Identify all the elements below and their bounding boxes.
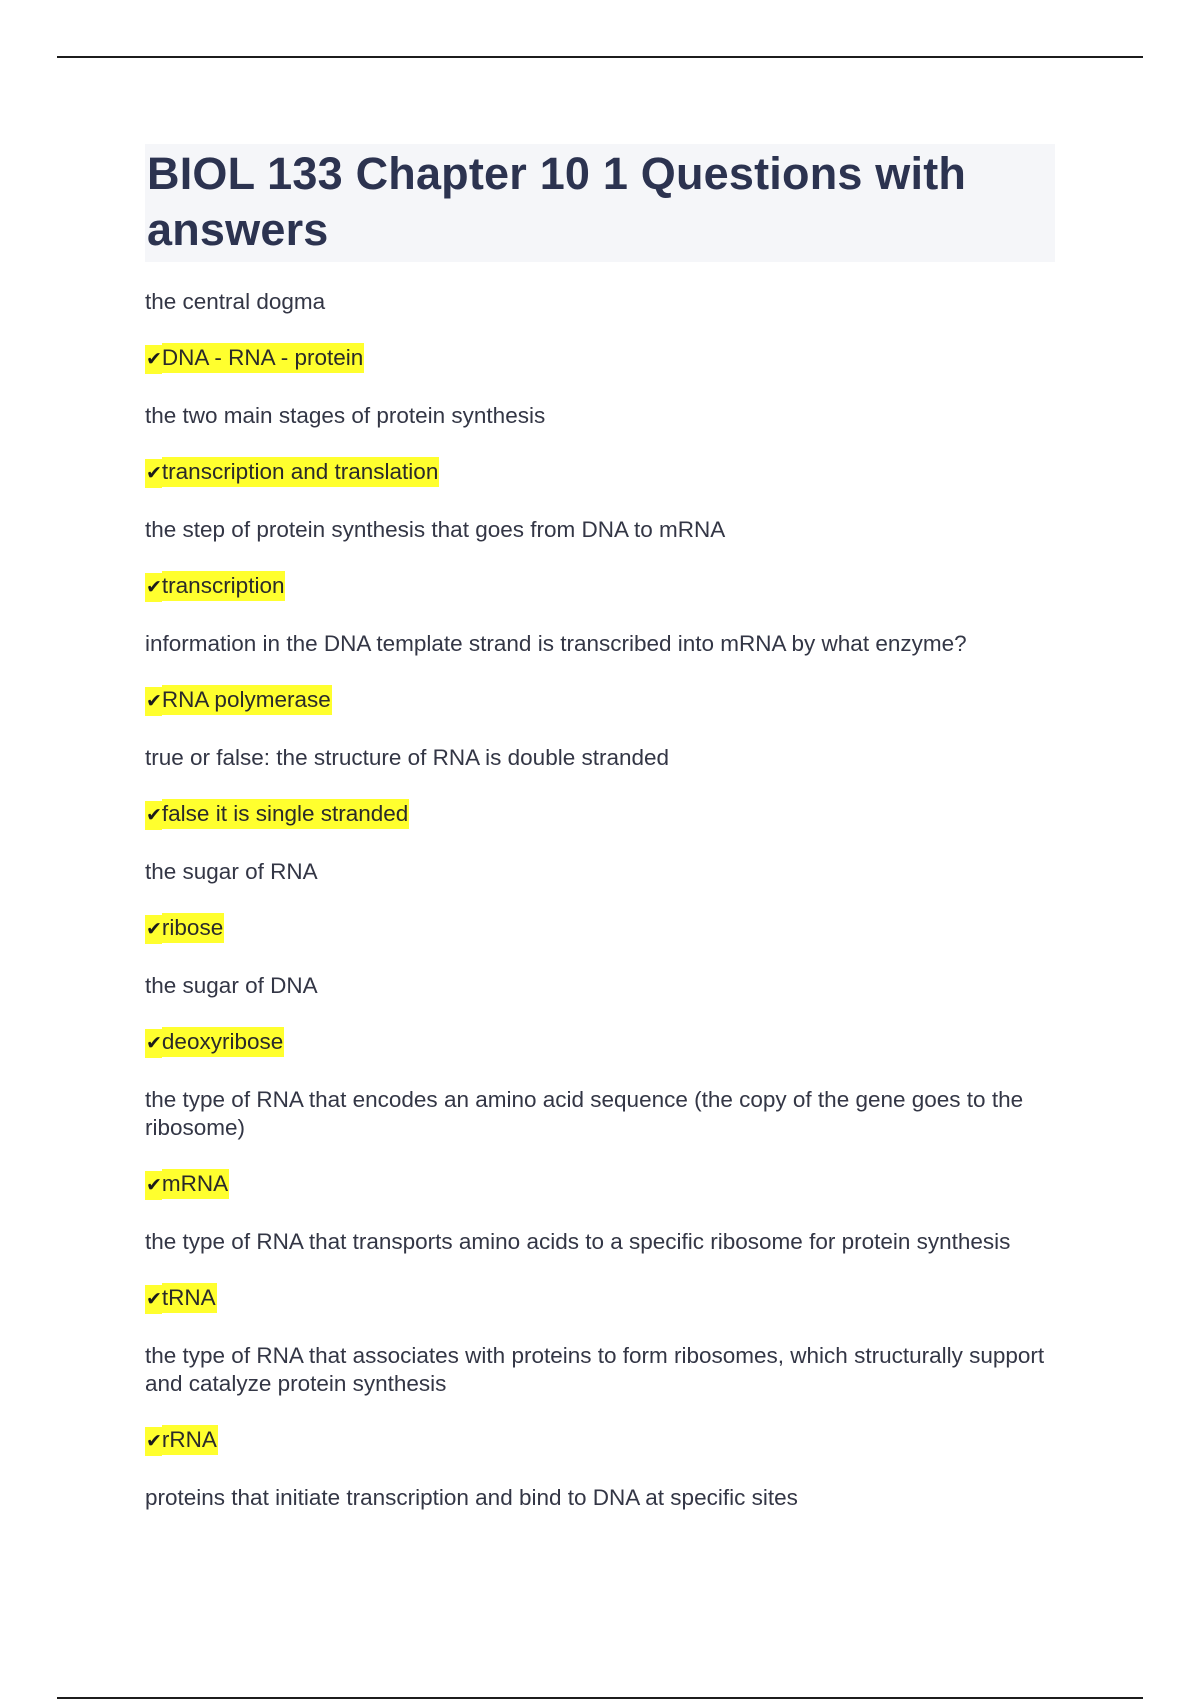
page-title: BIOL 133 Chapter 10 1 Questions with answers: [147, 148, 967, 255]
answer-text: deoxyribose: [162, 1027, 284, 1057]
qa-item: [145, 1086, 1055, 1201]
question-text: the type of RNA that transports amino acids to a specific ribosome for protein synthesis: [145, 1229, 1011, 1254]
answer-text: ribose: [162, 913, 224, 943]
bottom-rule: [57, 1697, 1143, 1699]
answer-row: [145, 1283, 1055, 1315]
qa-item: [145, 402, 1055, 489]
answer-row: [145, 457, 1055, 489]
top-rule: [57, 56, 1143, 58]
answer-text: DNA - RNA - protein: [162, 343, 364, 373]
checkmark-icon: ✔: [145, 1285, 162, 1314]
answer-row: [145, 571, 1055, 603]
checkmark-icon: ✔: [145, 687, 162, 716]
answer-text: transcription and translation: [162, 457, 439, 487]
answer-row: [145, 343, 1055, 375]
checkmark-icon: ✔: [145, 1171, 162, 1200]
qa-item: [145, 1484, 1055, 1512]
checkmark-icon: ✔: [145, 345, 162, 374]
qa-item: [145, 858, 1055, 945]
answer-row: [145, 1425, 1055, 1457]
checkmark-icon: ✔: [145, 573, 162, 602]
question-text: the type of RNA that encodes an amino acid sequence (the copy of the gene goes to the ribosome): [145, 1087, 1024, 1140]
question-text: true or false: the structure of RNA is double stranded: [145, 745, 670, 770]
answer-text: false it is single stranded: [162, 799, 409, 829]
answer-row: [145, 799, 1055, 831]
answer-text: transcription: [162, 571, 286, 601]
question-text: the sugar of RNA: [145, 859, 318, 884]
qa-item: [145, 972, 1055, 1059]
title-block: [145, 144, 1055, 262]
answer-text: RNA polymerase: [162, 685, 332, 715]
question-text: information in the DNA template strand is transcribed into mRNA by what enzyme?: [145, 631, 967, 656]
document-page: [145, 144, 1055, 1539]
question-text: the central dogma: [145, 289, 326, 314]
question-text: the step of protein synthesis that goes from DNA to mRNA: [145, 517, 726, 542]
question-text: proteins that initiate transcription and bind to DNA at specific sites: [145, 1485, 798, 1510]
question-text: the type of RNA that associates with proteins to form ribosomes, which structurally support and catalyze protein synthesis: [145, 1343, 1045, 1396]
answer-text: mRNA: [162, 1169, 229, 1199]
qa-list: [145, 288, 1055, 1512]
qa-item: [145, 630, 1055, 717]
checkmark-icon: ✔: [145, 1029, 162, 1058]
answer-text: tRNA: [162, 1283, 217, 1313]
qa-item: [145, 744, 1055, 831]
checkmark-icon: ✔: [145, 1427, 162, 1456]
answer-text: rRNA: [162, 1425, 218, 1455]
answer-row: [145, 913, 1055, 945]
question-text: the two main stages of protein synthesis: [145, 403, 546, 428]
qa-item: [145, 516, 1055, 603]
qa-item: [145, 288, 1055, 375]
qa-item: [145, 1342, 1055, 1457]
question-text: the sugar of DNA: [145, 973, 318, 998]
answer-row: [145, 1169, 1055, 1201]
checkmark-icon: ✔: [145, 459, 162, 488]
qa-item: [145, 1228, 1055, 1315]
answer-row: [145, 685, 1055, 717]
checkmark-icon: ✔: [145, 801, 162, 830]
answer-row: [145, 1027, 1055, 1059]
checkmark-icon: ✔: [145, 915, 162, 944]
